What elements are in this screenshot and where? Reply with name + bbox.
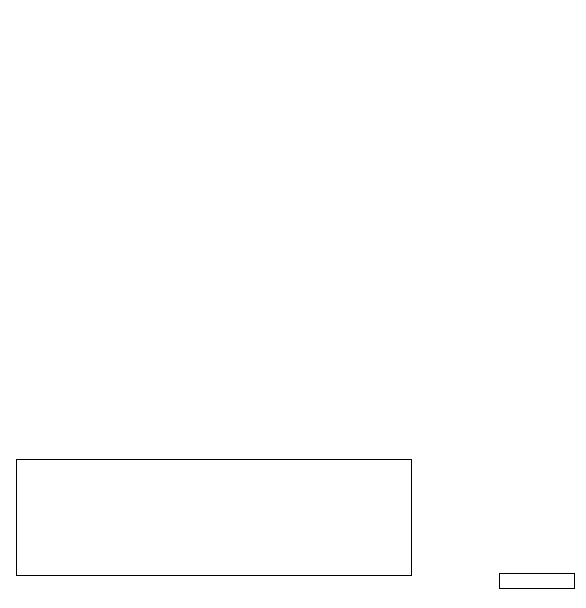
payment-box (16, 459, 412, 576)
invoice-total-box (499, 573, 575, 589)
